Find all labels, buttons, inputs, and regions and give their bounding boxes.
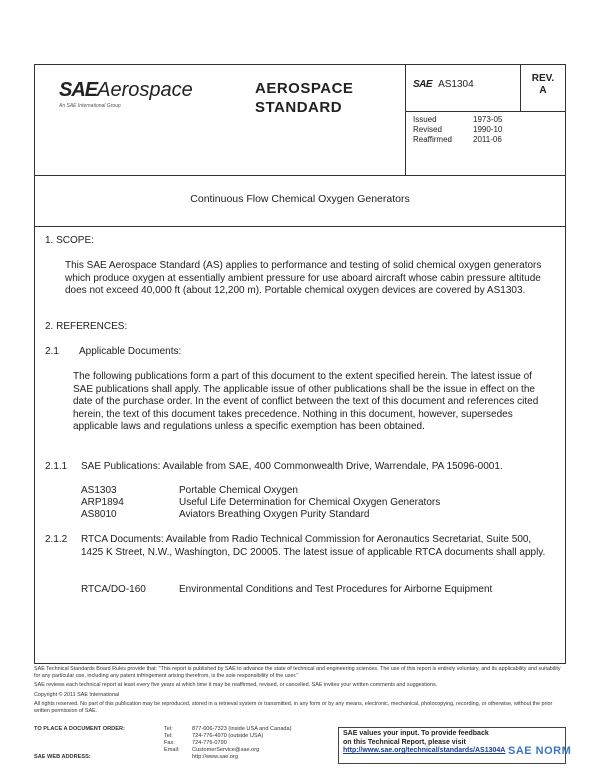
section-number: 2.1 <box>45 346 59 357</box>
section-text: RTCA Documents: Available from Radio Technical Commission for Aeronautics Secretariat, Suite 500, 1425 K Street, N.W., Washington, DC 20005. The latest issue of applicable RTCA documents shall apply. <box>81 534 546 558</box>
feedback-link[interactable]: http://www.sae.org/technical/standards/AS1304A <box>343 747 506 754</box>
reference-row: AS1303 Portable Chemical Oxygen <box>81 485 298 496</box>
document-number: SAE AS1304 <box>413 79 474 90</box>
divider <box>405 111 565 112</box>
section-heading: Applicable Documents: <box>79 346 182 357</box>
section-text: The following publications form a part of this document to the extent specified herein. The latest issue of SAE publications shall apply. The applicable issue of other publications shall be the issue in effect on the date of the purchase order. In the event of conflict between the text of this document and references cited herein, the text of this document takes precedence. Nothing in this document, however, supersedes applicable laws and regulations unless a specific exemption has been obtained. <box>73 371 539 432</box>
sae-aerospace-logo <box>59 79 193 109</box>
logo-brand: SAE <box>59 79 98 101</box>
title-box <box>35 175 565 227</box>
document-header <box>35 65 565 176</box>
document-dates: Issued 1973-05 Revised 1990-10 Reaffirmed 2011-06 <box>413 115 503 144</box>
logo-word: Aerospace <box>97 79 193 101</box>
reference-row: AS8010 Aviators Breathing Oxygen Purity Standard <box>81 509 370 520</box>
logo-tagline: An SAE International Group <box>59 103 121 109</box>
reference-row: RTCA/DO-160 Environmental Conditions and Test Procedures for Airborne Equipment <box>81 584 493 595</box>
website-link[interactable]: http://www.sae.org <box>192 754 239 760</box>
order-contacts: TO PLACE A DOCUMENT ORDER: Tel: 877-606-7323 (inside USA and Canada) Tel: 724-776-4970 (outside USA) Fax: 724-776-0790 Email: CustomerService@sae.org SAE WEB ADDRESS: http://www.sae.org <box>34 726 292 760</box>
divider <box>405 65 406 175</box>
section-heading: 2. REFERENCES: <box>45 321 128 332</box>
email-link[interactable]: CustomerService@sae.org <box>192 747 260 753</box>
footer-notice: SAE Technical Standards Board Rules provide that: "This report is published by SAE to advance the state of technical and engineering sciences. The use of this report is entirely voluntary, and its applicability and suitability for any particular use, including any patent infringement arising therefrom, is the sole responsibility of the user." SAE reviews each technical report at least every five years at which time it may be reaffirmed, revised, or cancelled. SAE invites your written comments and suggestions. Copyright © 2011 SAE International All rights reserved. No part of this publication may be reproduced, stored in a retrieval system or transmitted, in any form or by any means, electronic, mechanical, photocopying, recording, or otherwise, without the prior written permission of SAE. <box>34 666 561 715</box>
section-number: 2.1.2 <box>45 534 68 545</box>
watermark: SAE NORM <box>508 745 572 757</box>
document-type: AEROSPACE STANDARD <box>255 80 354 116</box>
section-heading: 1. SCOPE: <box>45 235 94 246</box>
section-number: 2.1.1 <box>45 461 68 472</box>
feedback-box: SAE values your input. To provide feedback on this Technical Report, please visit http://www.sae.org/technical/standards/AS1304A <box>338 727 566 764</box>
reference-row: ARP1894 Useful Life Determination for Chemical Oxygen Generators <box>81 497 441 508</box>
section-heading: SAE Publications: Available from SAE, 400 Commonwealth Drive, Warrendale, PA 15096-0001. <box>81 461 503 472</box>
section-text: This SAE Aerospace Standard (AS) applies to performance and testing of solid chemical oxygen generators which produce oxygen at essentially ambient pressure for use aboard aircraft whose cabin pressure altitude does not exceed 40,000 ft (about 12,200 m). Portable chemical oxygen devices are covered by AS1303. <box>65 260 542 296</box>
document-frame <box>34 64 566 664</box>
revision-box: REV. A <box>531 73 555 96</box>
document-title: Continuous Flow Chemical Oxygen Generators <box>190 193 410 205</box>
